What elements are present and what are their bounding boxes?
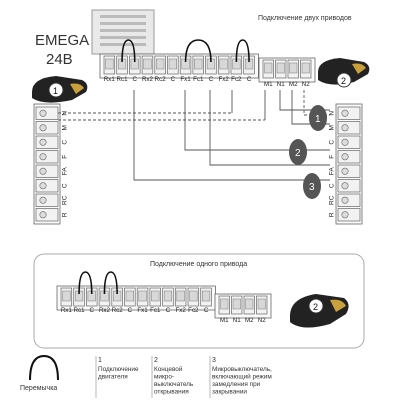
right-block-terminal-label: C bbox=[328, 183, 336, 189]
bottom-terminal-label: Rc1 bbox=[73, 307, 85, 314]
top-screw-icon bbox=[194, 59, 202, 69]
bottom-motor-screw-icon bbox=[221, 299, 229, 309]
legend-number: 2 bbox=[154, 357, 158, 364]
bottom-terminal-label: Rx1 bbox=[60, 307, 72, 314]
remote-icon-1 bbox=[32, 76, 87, 103]
bottom-screw-icon bbox=[139, 291, 147, 301]
left-block-terminal bbox=[36, 180, 58, 193]
legend-text: выключатель bbox=[154, 381, 194, 388]
bottom-terminal-label: Rc2 bbox=[111, 307, 123, 314]
top-motor-terminal-label: N2 bbox=[301, 81, 310, 88]
top-motor-screw-icon bbox=[290, 63, 298, 73]
right-block-terminal-label: RC bbox=[328, 195, 336, 205]
right-block-screw-icon bbox=[342, 110, 348, 116]
top-terminal-label: C bbox=[246, 76, 252, 83]
remote-icon-2-bottom bbox=[290, 294, 349, 328]
bottom-terminal-label: Fc2 bbox=[188, 307, 199, 314]
left-block-terminal-label: RC bbox=[61, 195, 69, 205]
left-block-terminal bbox=[36, 165, 58, 178]
bottom-terminal-label: Fc1 bbox=[150, 307, 161, 314]
top-terminal-label: C bbox=[132, 76, 137, 83]
right-block-terminal bbox=[338, 107, 360, 120]
top-terminal-label: Fx1 bbox=[180, 76, 191, 83]
bottom-motor-screw-icon bbox=[233, 299, 241, 309]
left-block-terminal-label: C bbox=[61, 139, 69, 145]
bottom-terminal-strip bbox=[57, 272, 215, 314]
remote-2-top-label: 2 bbox=[341, 76, 347, 86]
left-block-terminal-label: R bbox=[61, 212, 69, 218]
bottom-screw-icon bbox=[164, 291, 172, 301]
legend-text: закрывании bbox=[212, 388, 247, 396]
top-motor-terminal-strip bbox=[259, 58, 315, 88]
right-block-terminal bbox=[338, 151, 360, 164]
left-block-terminal bbox=[36, 136, 58, 149]
bottom-terminal-label: Fx1 bbox=[137, 307, 148, 314]
bottom-terminal-label: C bbox=[203, 307, 209, 314]
bottom-motor-terminal-label: M2 bbox=[244, 317, 254, 324]
right-block-terminal bbox=[338, 180, 360, 193]
top-screw-icon bbox=[169, 59, 177, 69]
legend-text: включающий режим bbox=[212, 373, 272, 381]
right-block-screw-icon bbox=[342, 125, 348, 131]
legend-text: открывания bbox=[154, 388, 189, 396]
bottom-terminal-label: Rx2 bbox=[98, 307, 110, 314]
right-block-screw-icon bbox=[342, 212, 348, 218]
model-name: EMEGA bbox=[35, 32, 90, 49]
legend-text: замедления при bbox=[212, 381, 261, 388]
top-motor-terminal-label: M1 bbox=[263, 81, 273, 88]
left-block-terminal-label: C bbox=[61, 183, 69, 189]
badge-motor-connection bbox=[309, 105, 327, 131]
jumper-icon bbox=[30, 356, 58, 380]
left-block-terminal-label: FA bbox=[61, 167, 69, 176]
bottom-motor-terminal-label: N2 bbox=[257, 317, 266, 324]
legend-jumper: Перемычка bbox=[20, 385, 58, 392]
right-block-terminal bbox=[338, 136, 360, 149]
right-block-screw-icon bbox=[342, 154, 348, 160]
bottom-terminal-label: C bbox=[165, 307, 171, 314]
legend-text: Подключение bbox=[98, 366, 139, 373]
bottom-screw-icon bbox=[63, 291, 71, 301]
left-block-screw-icon bbox=[40, 154, 46, 160]
right-block-terminal-label: FA bbox=[328, 167, 336, 176]
left-block-screw-icon bbox=[40, 110, 46, 116]
right-block-terminal bbox=[338, 122, 360, 135]
svg-text:3: 3 bbox=[309, 182, 315, 193]
top-terminal-label: Fc2 bbox=[231, 76, 242, 83]
board-vent bbox=[100, 15, 146, 18]
svg-text:2: 2 bbox=[295, 148, 301, 159]
legend-text: Концевой bbox=[154, 366, 183, 373]
bottom-screw-icon bbox=[177, 291, 185, 301]
remote-1-label: 1 bbox=[53, 86, 59, 96]
remote-2-bottom-label: 2 bbox=[313, 302, 319, 312]
right-block-screw-icon bbox=[342, 168, 348, 174]
left-block-screw-icon bbox=[40, 197, 46, 203]
left-block-terminal-label: F bbox=[61, 154, 69, 159]
bottom-terminal-label: C bbox=[127, 307, 133, 314]
top-screw-icon bbox=[220, 59, 228, 69]
top-motor-terminal-label: M2 bbox=[288, 81, 298, 88]
left-block-screw-icon bbox=[40, 168, 46, 174]
bottom-screw-icon bbox=[190, 291, 198, 301]
bottom-motor-terminal-label: N1 bbox=[232, 317, 241, 324]
right-block-terminal bbox=[338, 165, 360, 178]
bottom-motor-terminal-strip bbox=[215, 294, 271, 324]
top-terminal-label: Rc1 bbox=[116, 76, 128, 83]
legend-text: двигателя bbox=[98, 373, 128, 381]
top-terminal-label: Fx2 bbox=[218, 76, 229, 83]
left-block-screw-icon bbox=[40, 212, 46, 218]
right-block-terminal-label: R bbox=[328, 212, 336, 218]
legend-text: микро- bbox=[154, 373, 174, 381]
top-screw-icon bbox=[144, 59, 152, 69]
model-voltage: 24B bbox=[46, 51, 73, 68]
legend-number: 1 bbox=[98, 357, 102, 364]
legend-text: Микровыключатель, bbox=[212, 366, 272, 373]
top-terminal-label: C bbox=[170, 76, 176, 83]
bottom-screw-icon bbox=[151, 291, 159, 301]
top-terminal-label: Fc1 bbox=[193, 76, 204, 83]
top-motor-terminal-label: N1 bbox=[276, 81, 285, 88]
left-block-terminal bbox=[36, 194, 58, 207]
top-motor-screw-icon bbox=[265, 63, 273, 73]
wires bbox=[58, 90, 330, 180]
right-block-terminal-label: N bbox=[328, 110, 336, 116]
left-actuator-terminal-block bbox=[34, 104, 69, 224]
top-terminal-label: Rx2 bbox=[141, 76, 153, 83]
badge-open-limit-switch bbox=[289, 139, 307, 165]
right-block-screw-icon bbox=[342, 197, 348, 203]
board-vent bbox=[100, 36, 146, 39]
top-motor-screw-icon bbox=[302, 63, 310, 73]
bottom-section-title: Подключение одного привода bbox=[150, 261, 248, 268]
right-block-terminal bbox=[338, 194, 360, 207]
top-terminal-label: Rc2 bbox=[154, 76, 166, 83]
bottom-screw-icon bbox=[202, 291, 210, 301]
bottom-motor-screw-icon bbox=[258, 299, 266, 309]
right-block-terminal-label: M bbox=[328, 125, 336, 131]
left-block-screw-icon bbox=[40, 139, 46, 145]
right-block-screw-icon bbox=[342, 183, 348, 189]
bottom-motor-screw-icon bbox=[246, 299, 254, 309]
left-block-screw-icon bbox=[40, 183, 46, 189]
right-block-terminal-label: C bbox=[328, 139, 336, 145]
top-section-title: Подключение двух приводов bbox=[258, 15, 352, 22]
left-block-screw-icon bbox=[40, 125, 46, 131]
top-terminal-label: Rx1 bbox=[103, 76, 115, 83]
bottom-terminal-label: C bbox=[89, 307, 94, 314]
top-screw-icon bbox=[106, 59, 114, 69]
left-block-terminal bbox=[36, 107, 58, 120]
left-block-terminal bbox=[36, 209, 58, 222]
bottom-terminal-label: Fx2 bbox=[175, 307, 186, 314]
bottom-screw-icon bbox=[126, 291, 134, 301]
right-block-terminal bbox=[338, 209, 360, 222]
legend bbox=[20, 356, 272, 398]
left-block-terminal-label: M bbox=[61, 125, 69, 131]
right-actuator-terminal-block bbox=[329, 104, 363, 224]
top-terminal-strip bbox=[100, 40, 258, 83]
top-motor-screw-icon bbox=[277, 63, 285, 73]
right-block-terminal-label: F bbox=[328, 154, 336, 159]
badge-slowdown-switch bbox=[303, 173, 321, 199]
left-block-terminal bbox=[36, 151, 58, 164]
top-screw-icon bbox=[156, 59, 164, 69]
legend-number: 3 bbox=[212, 357, 216, 364]
bottom-motor-terminal-label: M1 bbox=[219, 317, 229, 324]
board-vent bbox=[100, 29, 146, 32]
right-block-screw-icon bbox=[342, 139, 348, 145]
left-block-terminal bbox=[36, 122, 58, 135]
svg-text:1: 1 bbox=[315, 114, 321, 125]
top-terminal-label: C bbox=[208, 76, 214, 83]
remote-icon-2-top bbox=[318, 58, 369, 87]
board-vent bbox=[100, 22, 146, 25]
left-block-terminal-label: N bbox=[61, 110, 69, 116]
